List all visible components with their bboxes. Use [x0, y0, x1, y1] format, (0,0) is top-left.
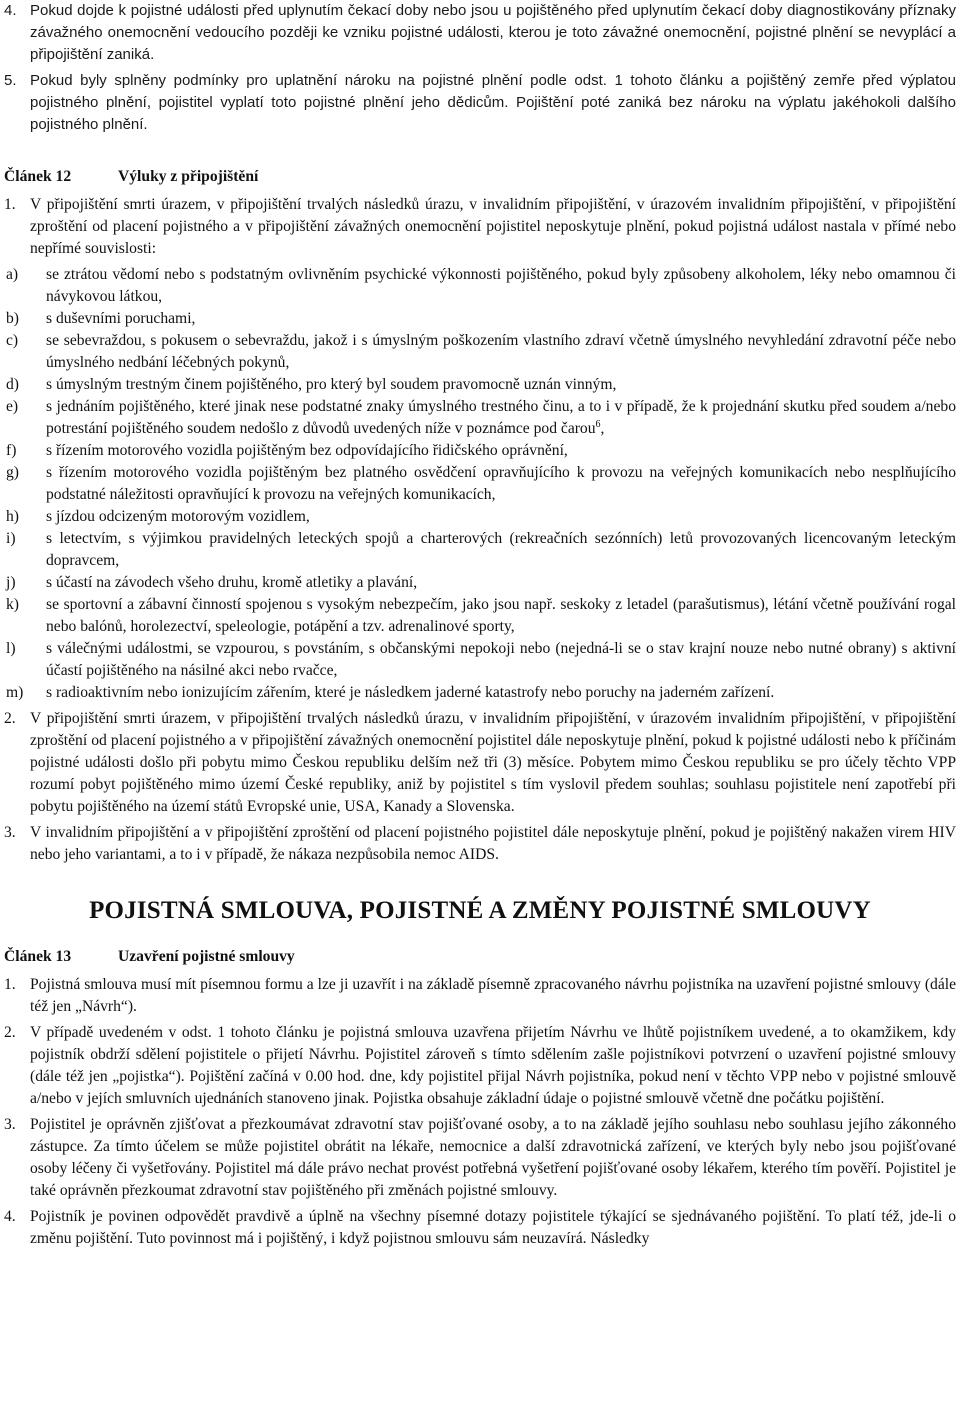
article-12-paragraph-2: [4, 708, 956, 818]
list-item: b) s duševními poruchami,: [6, 310, 196, 327]
article-title: Uzavření pojistné smlouvy: [118, 948, 295, 965]
exclusion-list: [4, 264, 956, 704]
list-item: h) s jízdou odcizeným motorovým vozidlem,: [6, 508, 310, 525]
paragraph-text: Pojistná smlouva musí mít písemnou formu a lze ji uzavřít i na základě písemně zpracovaného návrhu pojistníka na uzavření pojistné smlouvy (dále též jen „Návrh“).: [30, 976, 956, 1015]
paragraph-4: [4, 0, 956, 66]
paragraph-number: 4.: [4, 2, 17, 19]
article-number: Článek 13: [4, 948, 72, 965]
article-12-heading: [4, 166, 956, 188]
paragraph-number: 2.: [4, 1024, 16, 1041]
article-12-paragraph-3: [4, 822, 956, 866]
paragraph-text: V invalidním připojištění a v připojištění zproštění od placení pojistného pojistitel dále neposkytuje plnění, pokud je pojištěný nakažen virem HIV nebo jeho variantami, a to i v případě, že nákaza nezpůsobila nemoc AIDS.: [30, 824, 956, 863]
paragraph-number: 4.: [4, 1208, 16, 1225]
list-item: m) s radioaktivním nebo ionizujícím zářením, které je následkem jaderné katastrofy nebo poruchy na jaderném zařízení.: [6, 684, 775, 701]
paragraph-number: 5.: [4, 72, 17, 89]
list-item: f) s řízením motorového vozidla pojištěným bez odpovídajícího řidičského oprávnění,: [6, 442, 568, 459]
article-13-paragraph-1: [4, 974, 956, 1018]
paragraph-5: [4, 70, 956, 136]
paragraph-text: V připojištění smrti úrazem, v připojištění trvalých následků úrazu, v invalidním připojištění, v úrazovém invalidním připojištění, v připojištění zproštění od placení pojistného a v připojištění závažných onemocnění pojistitel neposkytuje plnění, pokud pojistná událost nastala v přímé nebo nepřímé souvislosti:: [30, 196, 956, 257]
list-item: a) se ztrátou vědomí nebo s podstatným ovlivněním psychické výkonnosti pojištěného, pokud byly způsobeny alkoholem, léky nebo omamnou či návykovou látkou,: [6, 266, 956, 305]
paragraph-number: 3.: [4, 824, 16, 841]
list-item: i) s letectvím, s výjimkou pravidelných leteckých spojů a charterových (rekreačních sezónních) letů provozovaných licencovaným leteckým dopravcem,: [6, 530, 956, 569]
article-13-heading: [4, 946, 956, 968]
paragraph-number: 1.: [4, 196, 16, 213]
article-13-paragraph-3: [4, 1114, 956, 1202]
list-item: e) s jednáním pojištěného, které jinak nese podstatné znaky úmyslného trestného činu, a to i v případě, že k projednání skutku před soudem a/nebo potrestání pojištěného soudem nedošlo z důvodů uvedených níže v poznámce pod čarou$^6$,: [6, 398, 956, 437]
article-12-paragraph-1: [4, 194, 956, 260]
list-item: g) s řízením motorového vozidla pojištěným bez platného osvědčení opravňujícího k provozu na veřejných komunikacích nebo nesplňujícího podstatné náležitosti opravňující k provozu na veřejných komunikacích,: [6, 464, 956, 503]
article-13-paragraph-4: [4, 1206, 956, 1250]
paragraph-text: Pojistník je povinen odpovědět pravdivě a úplně na všechny písemné dotazy pojistitele týkající se sjednávaného pojištění. To platí též, jde-li o změnu pojištění. Tuto povinnost má i pojištěný, i když pojistnou smlouvu sám neuzavírá. Následky: [30, 1208, 956, 1247]
article-title: Výluky z připojištění: [118, 168, 259, 185]
paragraph-text: V připojištění smrti úrazem, v připojištění trvalých následků úrazu, v invalidním připojištění, v úrazovém invalidním připojištění, v připojištění zproštění od placení pojistného a v připojištění závažných onemocnění pojistitel dále neposkytuje plnění, pokud k pojistné události nebo k příčinám pojistné události došlo při pobytu mimo Českou republiku delším než tři (3) měsíce. Pobytem mimo Českou republiku se pro účely těchto VPP rozumí pobyt pojištěného mimo území České republiky, aniž by pojistitel s tím vyslovil předem souhlas; souhlasu pojistitele není zapotřebí při pobytu pojištěného na území států Evropské unie, USA, Kanady a Slovenska.: [30, 710, 956, 815]
paragraph-number: 1.: [4, 976, 16, 993]
paragraph-text: Pojistitel je oprávněn zjišťovat a přezkoumávat zdravotní stav pojišťované osoby, a to na základě jejího souhlasu nebo souhlasu jejího zákonného zástupce. Za tímto účelem se může pojistitel obrátit na lékaře, nemocnice a další zdravotnická zařízení, ve kterých byly nebo jsou pojišťované osoby léčeny či vyšetřovány. Pojistitel má dále právo nechat provést potřebná vyšetření pojišťované osoby lékařem, kterého tím pověří. Pojistitel je také oprávněn přezkoumat zdravotní stav pojištěného při změnách pojistné smlouvy.: [30, 1116, 956, 1199]
article-13-paragraph-2: [4, 1022, 956, 1110]
footnote-marker: 6: [595, 418, 601, 430]
list-item: d) s úmyslným trestným činem pojištěného, pro který byl soudem pravomocně uznán vinným,: [6, 376, 617, 393]
paragraph-number: 2.: [4, 710, 16, 727]
list-item: l) s válečnými událostmi, se vzpourou, s povstáním, s občanskými nepokoji nebo (nejedná-li se o stav krajní nouze nebo nutné obrany) s aktivní účastí pojištěného na násilné akci nebo rvačce,: [6, 640, 956, 679]
list-item: j) s účastí na závodech všeho druhu, kromě atletiky a plavání,: [6, 574, 418, 591]
section-title: POJISTNÁ SMLOUVA, POJISTNÉ A ZMĚNY POJISTNÉ SMLOUVY: [89, 897, 871, 924]
paragraph-text: Pokud dojde k pojistné události před uplynutím čekací doby nebo jsou u pojištěného před uplynutím čekací doby diagnostikovány příznaky závažného onemocnění vedoucího později ke vzniku pojistné události, kterou je toto závažné onemocnění, pojistné plnění se nevyplácí a připojištění zaniká.: [30, 2, 956, 63]
article-number: Článek 12: [4, 168, 72, 185]
list-item: c) se sebevraždou, s pokusem o sebevraždu, jakož i s úmyslným poškozením vlastního zdraví včetně úmyslného nevyhledání zdravotní péče nebo úmyslného nedbání léčebných pokynů,: [6, 332, 956, 371]
list-item: k) se sportovní a zábavní činností spojenou s vysokým nebezpečím, jako jsou např. seskoky z letadel (parašutismus), létání včetně používání rogal nebo balónů, horolezectví, speleologie, potápění a tzv. adrenalinové sporty,: [6, 596, 956, 635]
paragraph-number: 3.: [4, 1116, 16, 1133]
paragraph-text: V případě uvedeném v odst. 1 tohoto článku je pojistná smlouva uzavřena přijetím Návrhu ve lhůtě pojistníkem uvedené, a to okamžikem, kdy pojistník obdrží sdělení pojistitele o přijetí Návrhu. Pojistitel zároveň s tímto sdělením zašle pojistníkovi potvrzení o uzavření pojistné smlouvy (dále též jen „pojistka“). Pojištění začíná v 0.00 hod. dne, kdy pojistitel přijal Návrh pojistníka, pokud není v těchto VPP nebo v pojistné smlouvě a/nebo v jejích smluvních ujednáních stanoveno jinak. Pojistka obsahuje základní údaje o pojistné smlouvě včetně dne počátku pojištění.: [30, 1024, 956, 1107]
paragraph-text: Pokud byly splněny podmínky pro uplatnění nároku na pojistné plnění podle odst. 1 tohoto článku a pojištěný zemře před výplatou pojistného plnění, pojistitel vyplatí toto pojistné plnění jeho dědicům. Pojištění poté zaniká bez nároku na výplatu jakéhokoli dalšího pojistného plnění.: [30, 72, 956, 133]
